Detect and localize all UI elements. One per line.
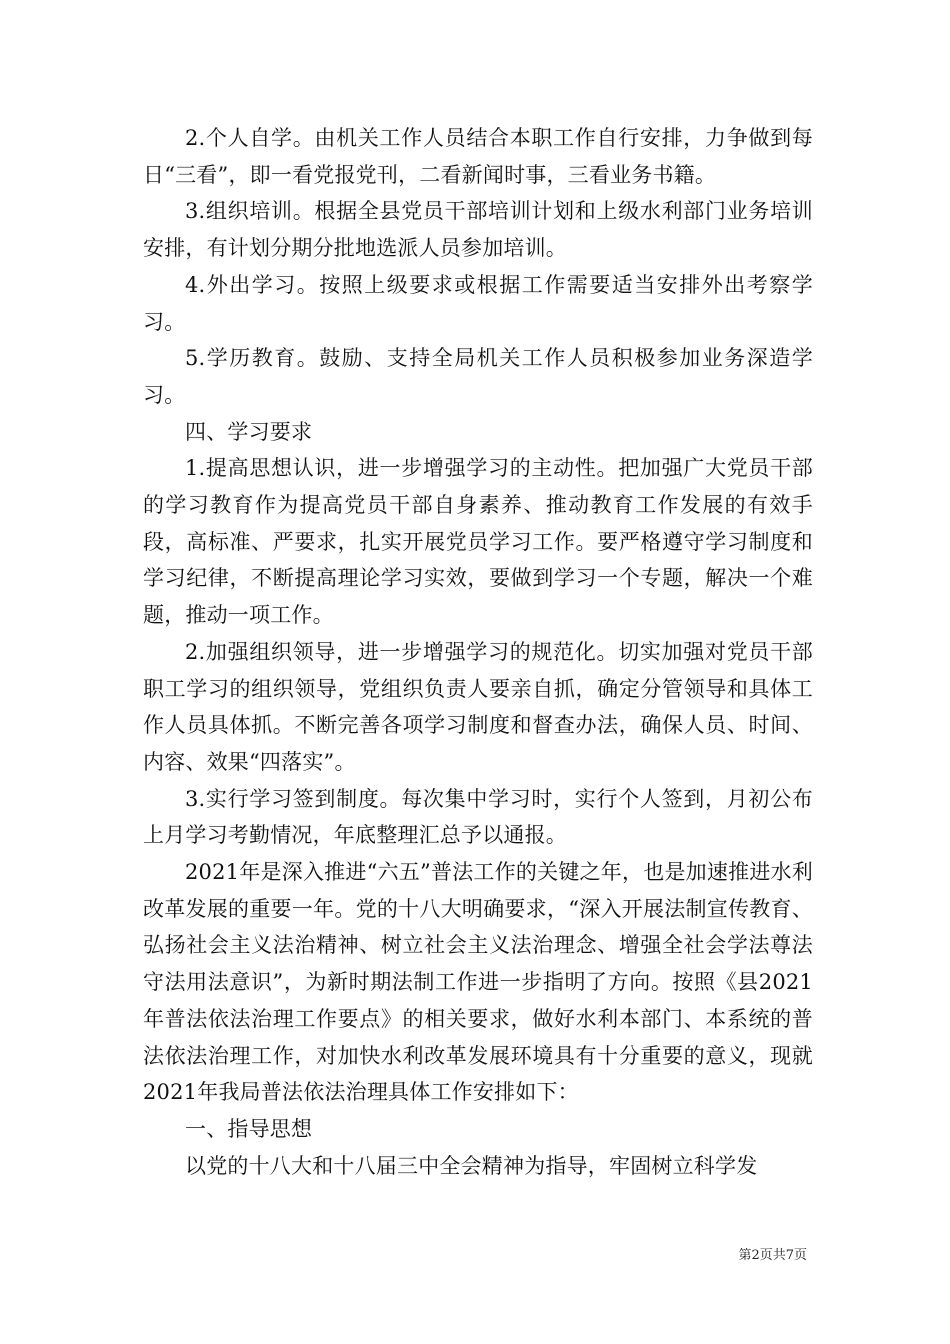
paragraph-sign-in-system: 3.实行学习签到制度。每次集中学习时，实行个人签到，月初公布上月学习考勤情况，年底整理汇总予以通报。 bbox=[143, 786, 813, 848]
paragraph-raise-awareness: 1.提高思想认识，进一步增强学习的主动性。把加强广大党员干部的学习教育作为提高党员干部自身素养、推动教育工作发展的有效手段，高标准、严要求，扎实开展党员学习工作。要严格遵守学习制度和学习纪律，不断提高理论学习实效，要做到学习一个专题，解决一个难题，推动一项工作。 bbox=[143, 456, 813, 628]
page-number: 第2页共7页 bbox=[738, 1248, 807, 1263]
paragraph-guiding-ideology: 以党的十八大和十八届三中全会精神为指导，牢固树立科学发 bbox=[185, 1153, 758, 1178]
paragraph-academic-education: 5.学历教育。鼓励、支持全局机关工作人员积极参加业务深造学习。 bbox=[143, 346, 813, 407]
section-heading-study-requirements: 四、学习要求 bbox=[185, 419, 313, 444]
section-heading-guiding-ideology: 一、指导思想 bbox=[185, 1116, 313, 1141]
paragraph-legal-education-intro: 2021年是深入推进“六五”普法工作的关键之年，也是加速推进水利改革发展的重要一年。党的十八大明确要求，“深入开展法制宣传教育、弘扬社会主义法治精神、树立社会主义法治理念、增强全社会学法尊法守法用法意识”，为新时期法制工作进一步指明了方向。按照《县2021年普法依法治理工作要点》的相关要求，做好水利本部门、本系统的普法依法治理工作，对加快水利改革发展环境具有十分重要的意义，现就2021年我局普法依法治理具体工作安排如下： bbox=[143, 860, 813, 1105]
paragraph-self-study: 2.个人自学。由机关工作人员结合本职工作自行安排，力争做到每日“三看”，即一看党报党刊，二看新闻时事，三看业务书籍。 bbox=[143, 126, 813, 187]
paragraph-external-study: 4.外出学习。按照上级要求或根据工作需要适当安排外出考察学习。 bbox=[143, 272, 813, 334]
paragraph-strengthen-leadership: 2.加强组织领导，进一步增强学习的规范化。切实加强对党员干部职工学习的组织领导，党组织负责人要亲自抓，确定分管领导和具体工作人员具体抓。不断完善各项学习制度和督查办法，确保人员、时间、内容、效果“四落实”。 bbox=[143, 639, 813, 774]
paragraph-organized-training: 3.组织培训。根据全县党员干部培训计划和上级水利部门业务培训安排，有计划分期分批地选派人员参加培训。 bbox=[143, 199, 813, 261]
document-body bbox=[143, 120, 813, 1184]
